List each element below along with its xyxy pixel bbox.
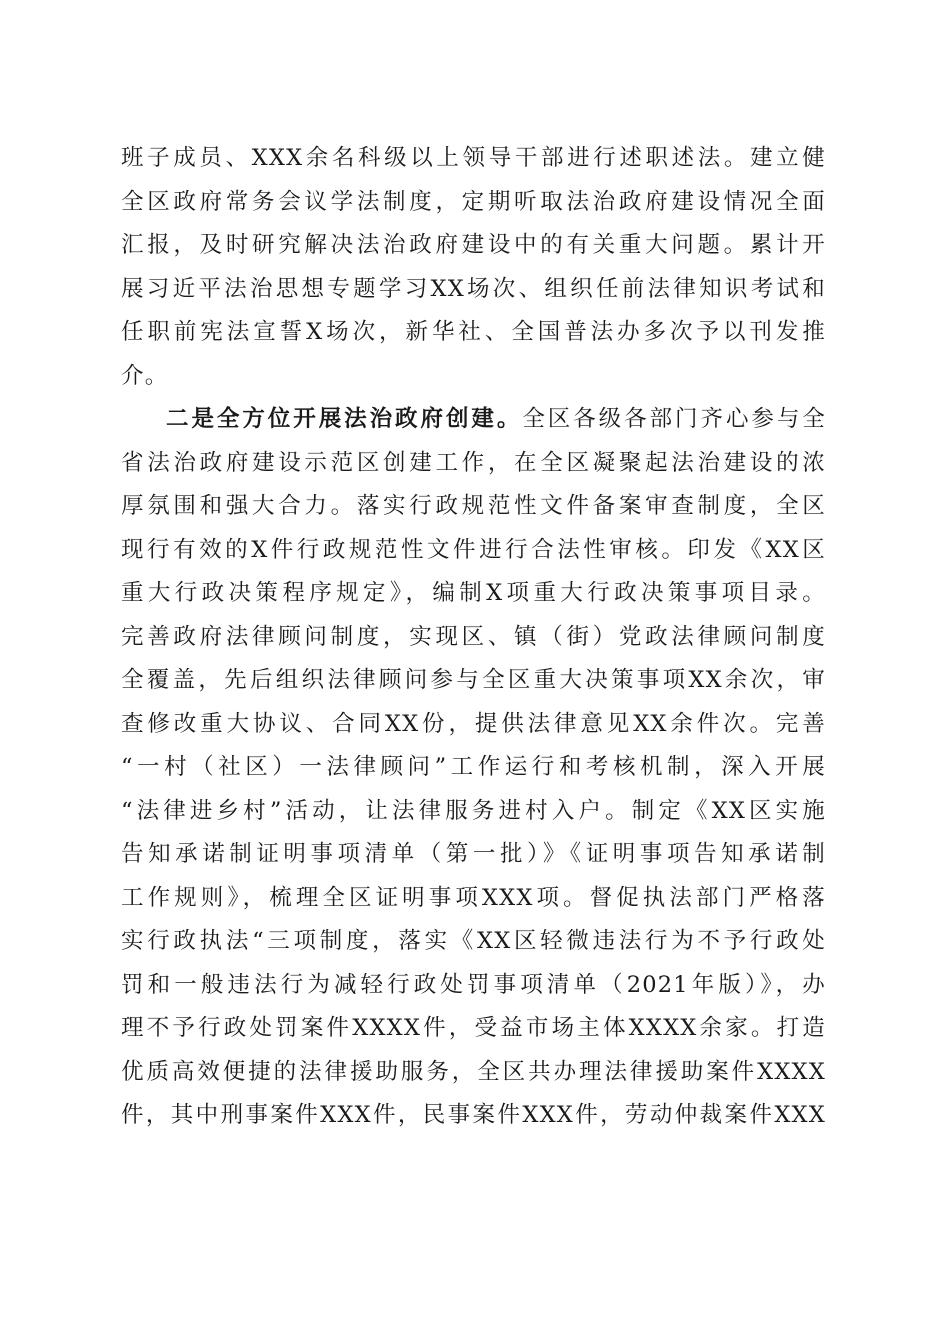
text-line: 理不予行政处罚案件XXXX件，受益市场主体XXXX余家。打造 <box>121 1015 826 1041</box>
paragraph-2 <box>121 398 826 1138</box>
paragraph-2-first-line-text: 全区各级各部门齐心参与全 <box>522 406 826 432</box>
paragraph-1 <box>121 137 826 398</box>
text-line: 实行政执法“三项制度，落实《XX区轻微违法行为不予行政处 <box>121 928 826 954</box>
text-line: “法律进乡村”活动，让法律服务进村入户。制定《XX区实施 <box>121 797 826 824</box>
text-line: 汇报，及时研究解决法治政府建设中的有关重大问题。累计开 <box>121 232 826 258</box>
text-line: 告知承诺制证明事项清单（第一批）》《证明事项告知承诺制 <box>121 841 826 867</box>
text-line: 任职前宪法宣誓X场次，新华社、全国普法办多次予以刊发推 <box>121 319 826 345</box>
paragraph-heading: 二是全方位开展法治政府创建。 <box>166 406 523 432</box>
text-line: 查修改重大协议、合同XX份，提供法律意见XX余件次。完善 <box>121 710 826 737</box>
text-line: 完善政府法律顾问制度，实现区、镇（街）党政法律顾问制度 <box>121 623 826 650</box>
text-line: 全区政府常务会议学法制度，定期听取法治政府建设情况全面 <box>121 188 826 215</box>
text-line: 件，其中刑事案件XXX件，民事案件XXX件，劳动仲裁案件XXX <box>121 1102 826 1128</box>
text-line: 工作规则》，梳理全区证明事项XXX项。督促执法部门严格落 <box>121 884 826 911</box>
text-line: 罚和一般违法行为减轻行政处罚事项清单（2021年版）》，办 <box>121 971 826 998</box>
text-line: “一村（社区）一法律顾问”工作运行和考核机制，深入开展 <box>121 754 826 780</box>
text-line: 优质高效便捷的法律援助服务，全区共办理法律援助案件XXXX <box>121 1058 826 1085</box>
text-line: 展习近平法治思想专题学习XX场次、组织任前法律知识考试和 <box>121 275 826 302</box>
paragraph-2-first-line <box>121 398 826 442</box>
text-line: 全覆盖，先后组织法律顾问参与全区重大决策事项XX余次，审 <box>121 667 826 693</box>
document-body <box>121 137 826 1138</box>
text-line: 省法治政府建设示范区创建工作，在全区凝聚起法治建设的浓 <box>121 449 826 476</box>
text-line: 厚氛围和强大合力。落实行政规范性文件备案审查制度，全区 <box>121 493 826 519</box>
text-line: 现行有效的X件行政规范性文件进行合法性审核。印发《XX区 <box>121 536 826 563</box>
text-line: 班子成员、XXX余名科级以上领导干部进行述职述法。建立健 <box>121 145 826 171</box>
text-line: 介。 <box>121 362 169 389</box>
text-line: 重大行政决策程序规定》，编制X项重大行政决策事项目录。 <box>121 580 826 606</box>
